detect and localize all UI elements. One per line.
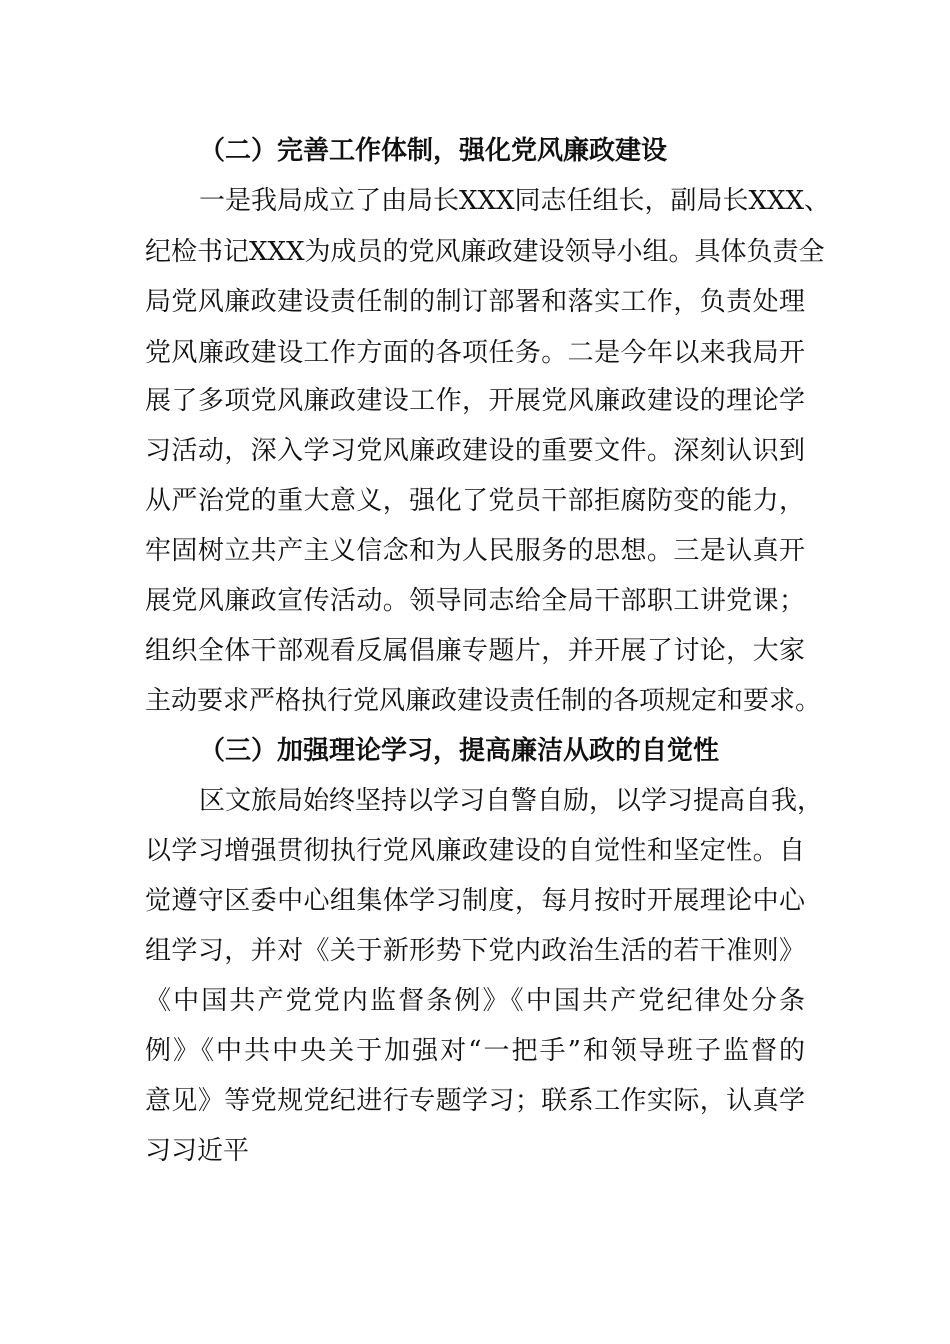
section-heading-2: （二）完善工作体制，强化党风廉政建设 <box>199 136 668 166</box>
paragraph-line: 一是我局成立了由局长XXX同志任组长，副局长XXX、 <box>199 186 831 216</box>
paragraph-line: 主动要求严格执行党风廉政建设责任制的各项规定和要求。 <box>145 686 822 716</box>
paragraph-line: 组织全体干部观看反属倡廉专题片，并开展了讨论，大家 <box>145 636 805 666</box>
paragraph-line: 纪检书记XXX为成员的党风廉政建设领导小组。具体负责全 <box>145 237 825 267</box>
paragraph-line: 区文旅局始终坚持以学习自警自励，以学习提高自我， <box>199 786 824 816</box>
paragraph-line: 展了多项党风廉政建设工作，开展党风廉政建设的理论学 <box>145 386 805 416</box>
paragraph-line: 局党风廉政建设责任制的制订部署和落实工作，负责处理 <box>145 287 805 317</box>
paragraph-line: 党风廉政建设工作方面的各项任务。二是今年以来我局开 <box>145 338 805 368</box>
paragraph-line: 《中国共产党党内监督条例》《中国共产党纪律处分条 <box>145 986 805 1016</box>
paragraph-line: 习习近平 <box>145 1136 250 1166</box>
paragraph-line: 习活动，深入学习党风廉政建设的重要文件。深刻认识到 <box>145 436 805 466</box>
paragraph-line: 牢固树立共产主义信念和为人民服务的思想。三是认真开 <box>145 536 805 566</box>
paragraph-line: 从严治党的重大意义，强化了党员干部拒腐防变的能力， <box>145 486 805 516</box>
section-heading-3: （三）加强理论学习，提高廉洁从政的自觉性 <box>199 736 720 766</box>
paragraph-line: 组学习，并对《关于新形势下党内政治生活的若干准则》 <box>145 936 805 966</box>
paragraph-line: 例》《中共中央关于加强对“一把手”和领导班子监督的 <box>145 1036 805 1066</box>
paragraph-line: 意见》等党规党纪进行专题学习；联系工作实际，认真学 <box>145 1086 805 1116</box>
paragraph-line: 以学习增强贯彻执行党风廉政建设的自觉性和坚定性。自 <box>145 836 805 866</box>
paragraph-line: 觉遵守区委中心组集体学习制度，每月按时开展理论中心 <box>145 886 805 916</box>
paragraph-line: 展党风廉政宣传活动。领导同志给全局干部职工讲党课； <box>145 586 805 616</box>
